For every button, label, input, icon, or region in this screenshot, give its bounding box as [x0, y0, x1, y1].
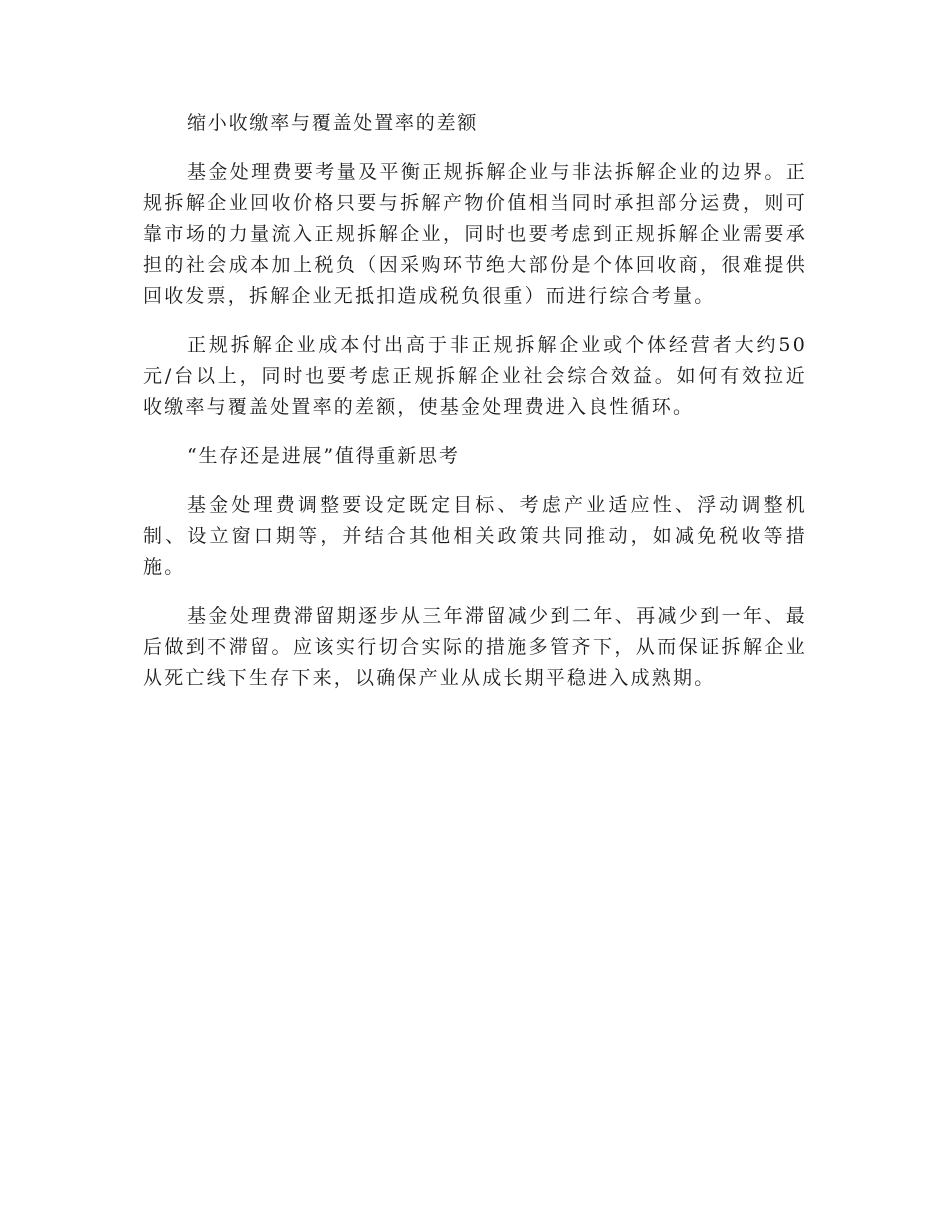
paragraph-adjustment-mechanism: 基金处理费调整要设定既定目标、考虑产业适应性、浮动调整机制、设立窗口期等，并结合其他相关政策共同推动，如减免税收等措施。 — [143, 494, 807, 578]
section-heading-survival: “生存还是进展”值得重新思考 — [187, 445, 460, 467]
paragraph-cost-gap: 正规拆解企业成本付出高于非正规拆解企业或个体经营者大约50元/台以上，同时也要考虑正规拆解企业社会综合效益。如何有效拉近收缴率与覆盖处置率的差额，使基金处理费进入良性循环。 — [143, 334, 807, 418]
document-page — [143, 108, 807, 712]
section-heading-narrow-gap: 缩小收缴率与覆盖处置率的差额 — [187, 112, 479, 134]
paragraph-retention-period: 基金处理费滞留期逐步从三年滞留减少到二年、再减少到一年、最后做到不滞留。应该实行切合实际的措施多管齐下，从而保证拆解企业从死亡线下生存下来，以确保产业从成长期平稳进入成熟期。 — [143, 605, 807, 689]
paragraph-fund-boundary: 基金处理费要考量及平衡正规拆解企业与非法拆解企业的边界。正规拆解企业回收价格只要与拆解产物价值相当同时承担部分运费，则可靠市场的力量流入正规拆解企业，同时也要考虑到正规拆解企业需要承担的社会成本加上税负（因采购环节绝大部份是个体回收商，很难提供回收发票，拆解企业无抵扣造成税负很重）而进行综合考量。 — [143, 161, 807, 307]
